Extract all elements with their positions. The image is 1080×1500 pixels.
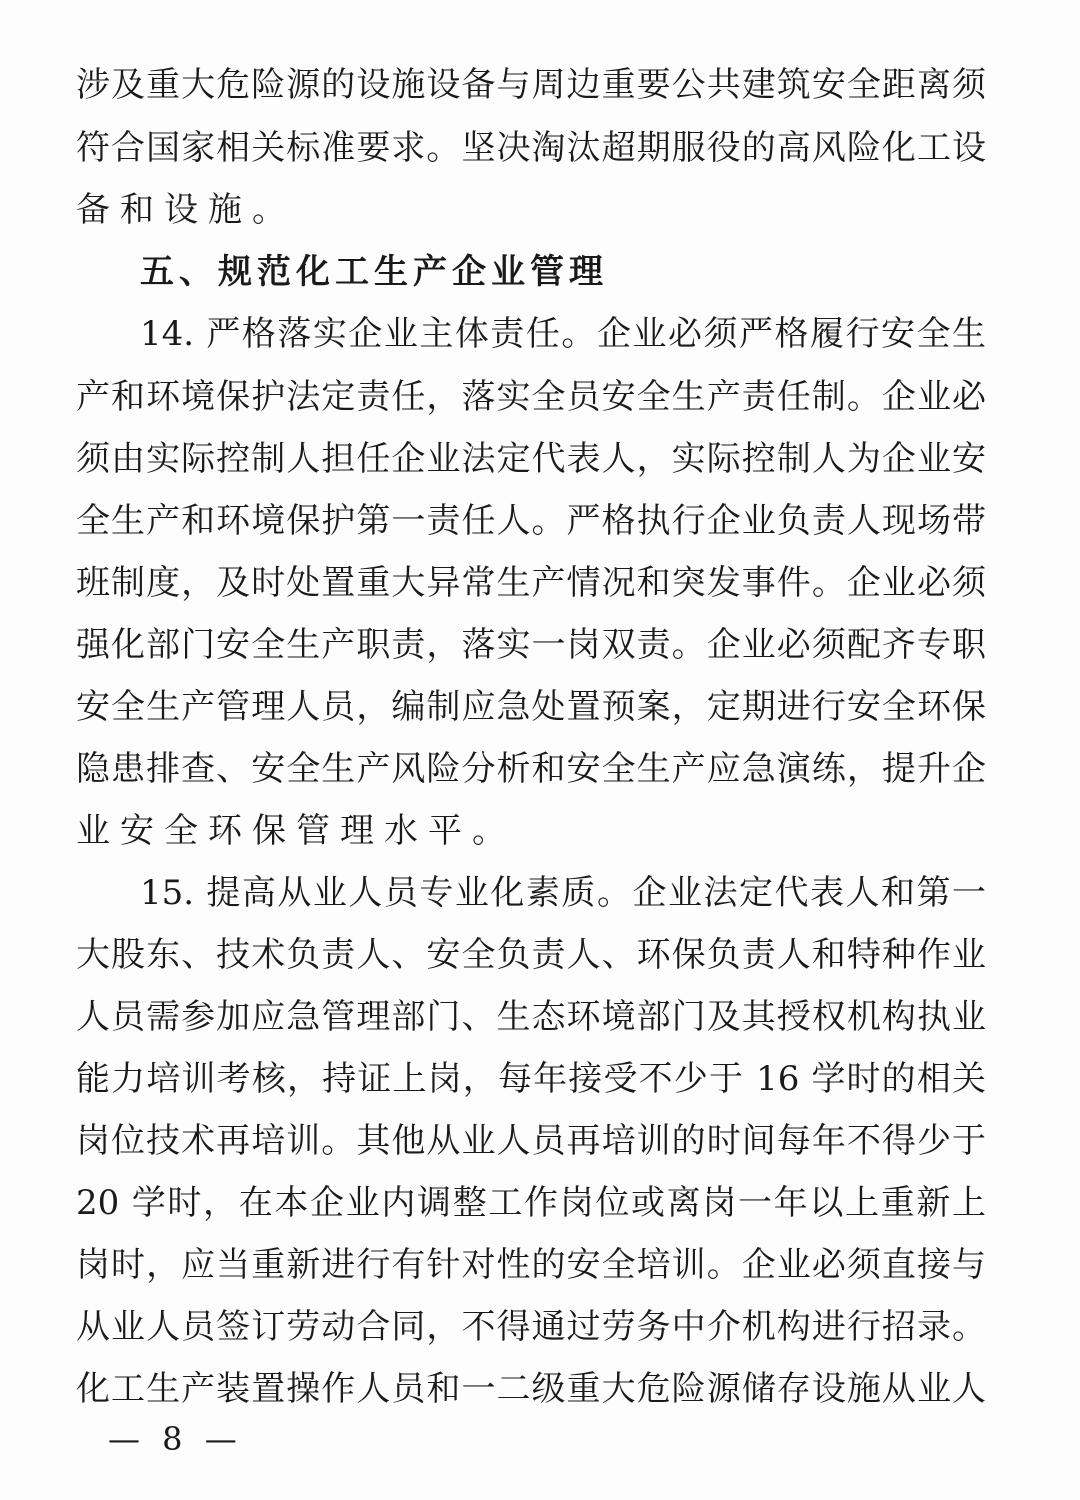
text-line: 班制度，及时处置重大异常生产情况和突发事件。企业必须: [76, 563, 986, 603]
paragraph-15-start: 15. 提高从业人员专业化素质。企业法定代表人和第一: [140, 873, 986, 913]
text-line: 岗时，应当重新进行有针对性的安全培训。企业必须直接与: [76, 1245, 986, 1285]
text-line: 能力培训考核，持证上岗，每年接受不少于 16 学时的相关: [76, 1059, 986, 1099]
text-line: 业安全环保管理水平。: [76, 811, 516, 851]
section-heading: 五、规范化工生产企业管理: [140, 252, 608, 292]
text-line: 符合国家相关标准要求。坚决淘汰超期服役的高风险化工设: [76, 128, 986, 168]
text-line: 人员需参加应急管理部门、生态环境部门及其授权机构执业: [76, 997, 986, 1037]
text-line: 全生产和环境保护第一责任人。严格执行企业负责人现场带: [76, 501, 986, 541]
text-line: 安全生产管理人员，编制应急处置预案，定期进行安全环保: [76, 687, 986, 727]
text-line: 须由实际控制人担任企业法定代表人，实际控制人为企业安: [76, 439, 986, 479]
text-line: 大股东、技术负责人、安全负责人、环保负责人和特种作业: [76, 935, 986, 975]
page-number: — 8 —: [108, 1420, 243, 1458]
paragraph-14-start: 14. 严格落实企业主体责任。企业必须严格履行安全生: [140, 314, 986, 354]
text-line: 岗位技术再培训。其他从业人员再培训的时间每年不得少于: [76, 1121, 986, 1161]
text-line: 强化部门安全生产职责，落实一岗双责。企业必须配齐专职: [76, 625, 986, 665]
text-line: 化工生产装置操作人员和一二级重大危险源储存设施从业人: [76, 1369, 986, 1409]
text-line: 备和设施。: [76, 190, 296, 230]
text-line: 从业人员签订劳动合同，不得通过劳务中介机构进行招录。: [76, 1307, 986, 1347]
text-line: 产和环境保护法定责任，落实全员安全生产责任制。企业必: [76, 377, 986, 417]
text-line: 涉及重大危险源的设施设备与周边重要公共建筑安全距离须: [76, 65, 986, 105]
text-line: 20 学时，在本企业内调整工作岗位或离岗一年以上重新上: [76, 1183, 986, 1223]
text-line: 隐患排查、安全生产风险分析和安全生产应急演练，提升企: [76, 749, 986, 789]
